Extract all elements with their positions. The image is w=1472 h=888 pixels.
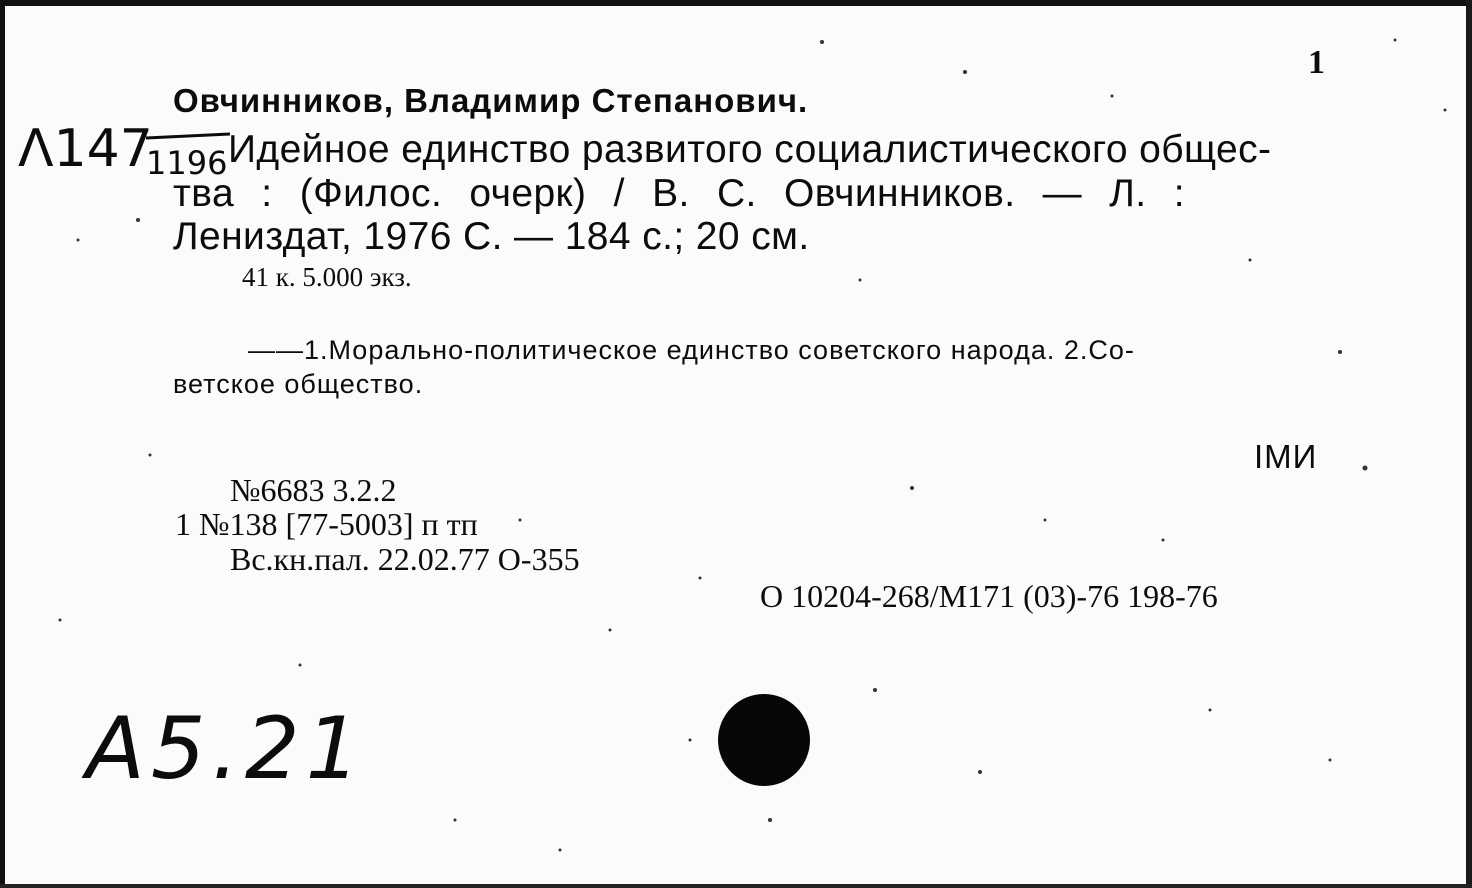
card-number: 1 bbox=[1308, 44, 1325, 81]
subjects-line-2: ветское общество. bbox=[173, 369, 424, 399]
title-line-2: тва : (Филос. очерк) / В. С. Овчинников. — Л. : bbox=[173, 172, 1186, 215]
classification-code-line: О 10204-268/М171 (03)-76 198-76 bbox=[760, 578, 1218, 614]
author-mark: 1196 bbox=[146, 144, 228, 182]
shelf-mark: Λ147 bbox=[18, 119, 153, 179]
registration-line: 1 №138 [77-5003] п тп bbox=[175, 506, 478, 542]
imi-mark: IМИ bbox=[1254, 438, 1318, 475]
shelf-mark-underline bbox=[146, 134, 230, 138]
title-line-1: Идейное единство развитого социалистического общес- bbox=[228, 128, 1272, 171]
author-heading: Овчинников, Владимир Степанович. bbox=[173, 82, 809, 119]
handwritten-note bbox=[80, 690, 400, 800]
title-line-3: Лениздат, 1976 С. — 184 с.; 20 см. bbox=[173, 215, 810, 258]
subjects-line-1: ——1.Морально-политическое единство советского народа. 2.Со- bbox=[248, 335, 1135, 365]
price-copies: 41 к. 5.000 экз. bbox=[242, 262, 412, 292]
handwritten-note-text: А5.21 bbox=[86, 699, 367, 799]
order-line: №6683 3.2.2 bbox=[230, 472, 397, 508]
book-chamber-line: Вс.кн.пал. 22.02.77 О-355 bbox=[230, 541, 580, 577]
card-punch-hole bbox=[718, 694, 810, 786]
